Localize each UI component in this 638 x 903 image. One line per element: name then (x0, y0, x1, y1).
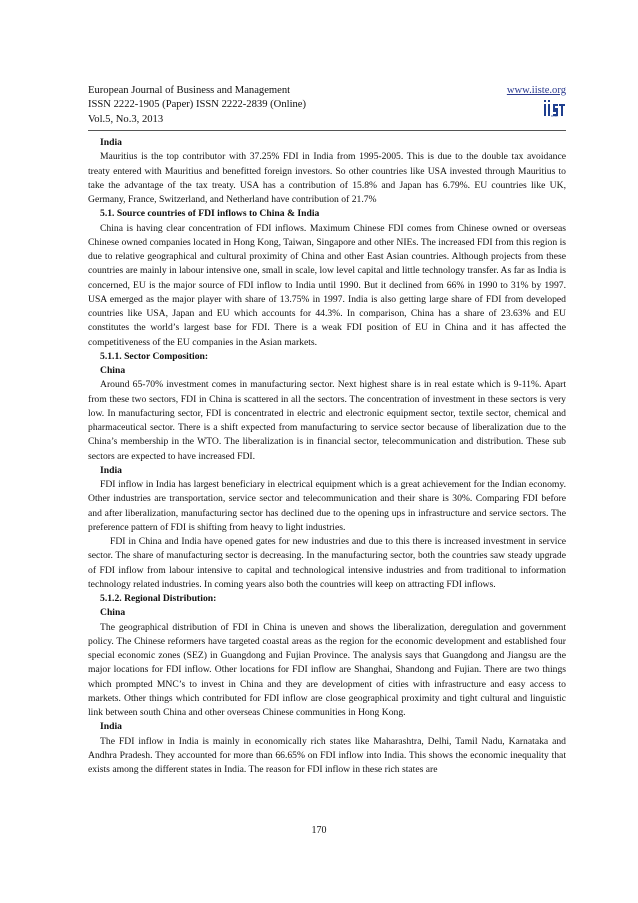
iiste-logo-icon (543, 100, 566, 117)
section-heading-5-1-1: 5.1.1. Sector Composition: (100, 350, 209, 362)
heading-india-sector: India (100, 464, 122, 476)
heading-china-regional: China (100, 607, 126, 619)
paragraph-china-sector: Around 65-70% investment comes in manufacturing sector. Next highest share is in real estate which is 9-11%. Apart from these two sectors, FDI in China is scattered in all the sectors. The concentration of investment in these sectors is very low. In manufacturing sector, FDI is concentrated in electric and electronic equipment sector, textile sector, chemical and pharmaceutical sector. There is a shift expected from manufacturing to service sector because of liberalization due to the China’s membership in the WTO. The liberalization is in financial sector, telecommunication and distribution. These sub sectors are expected to have increased FDI. (88, 379, 566, 462)
journal-title: European Journal of Business and Management (88, 85, 291, 96)
paragraph-mauritius: Mauritius is the top contributor with 37.25% FDI in India from 1995-2005. This is due to the double tax avoidance treaty entered with Mauritius and benefitted foreign investors. So other countries like USA invested through Mauritius to take the advantage of the tax treaty. USA has a contribution of 15.8% and Japan has 6.79%. EU countries like UK, Germany, France, Switzerland, and Netherland have contribution of 21.7% (88, 151, 566, 205)
header-rule (88, 130, 566, 131)
journal-url-link[interactable]: www.iiste.org (506, 85, 566, 96)
paragraph-sector-comparison: FDI in China and India have opened gates for new industries and due to this there is increased investment in service sector. The share of manufacturing sector is decreasing. In the manufacturing sector, both the countries saw steady upgrade of FDI inflow from labour intensive to capital and technological intensive industries and from traditional to information technology related industries. In coming years also both the countries will keep on attracting FDI inflows. (88, 536, 566, 590)
section-heading-5-1-2: 5.1.2. Regional Distribution: (100, 593, 217, 604)
page-number: 170 (311, 825, 327, 836)
journal-header (88, 84, 566, 127)
paragraph-source-countries: China is having clear concentration of FDI inflows. Maximum Chinese FDI comes from Chinese owned or overseas Chinese owned companies located in Hong Kong, Taiwan, Singapore and other NIEs. The increased FDI from this region is due to relative geographical and cultural proximity of China and other East Asian countries. Although projects from these countries are mainly in labour intensive one, small in scale, low level capital and little technology transfer. As far as India is concerned, EU is the major source of FDI inflow to India until 1990. But it declined from 66% in 1990 to 31% by 1997. USA emerged as the major player with share of 13.75% in 1997. India is also getting large share of FDI from developed countries like USA, Japan and EU which accounts for 44.3%. In comparison, China has a share of 23.63% and EU constitutes the world’s largest base for FDI. There is a weak FDI position of EU in China and it has affected the competitiveness of the EU companies in the Asian markets. (88, 222, 566, 348)
heading-india: India (100, 137, 122, 148)
heading-india-regional: India (100, 721, 122, 733)
logo-text: IISTE (550, 113, 559, 117)
journal-issn: ISSN 2222-1905 (Paper) ISSN 2222-2839 (Online) (88, 99, 307, 111)
journal-volume: Vol.5, No.3, 2013 (88, 113, 164, 125)
paragraph-india-regional: The FDI inflow in India is mainly in economically rich states like Maharashtra, Delhi, Tamil Nadu, Karnataka and Andhra Pradesh. They accounted for more than 66.65% on FDI inflow into India. This shows the economic inequality that exists among the different states in India. The reason for FDI inflow in these rich states are (88, 735, 566, 775)
section-heading-5-1: 5.1. Source countries of FDI inflows to China & India (100, 208, 320, 220)
paragraph-india-sector: FDI inflow in India has largest beneficiary in electrical equipment which is a great achievement for the Indian economy. Other industries are transportation, service sector and telecommunication and their share is 30%. Comparing FDI before and after liberalization, manufacturing sector has declined due to the opening ups in infrastructure and service sectors. The preference pattern of FDI is shifting from heavy to light industries. (88, 479, 566, 533)
article-body (88, 136, 566, 777)
heading-china-sector: China (100, 365, 126, 376)
paragraph-china-regional: The geographical distribution of FDI in China is uneven and shows the liberalization, deregulation and government policy. The Chinese reformers have targeted coastal areas as the region for the economic development and established four special economic zones (SEZ) in Guangdong and Fujian Province. The analysis says that Guangdong and Jiangsu are the major locations for FDI inflow. Other locations for FDI inflow are Shanghai, Shandong and Fujian. There are two things which prompted MNC’s to invest in China and they are development of cities with infrastructure and easy access to markets. Other things which contributed for FDI inflow are close geographical proximity and tight cultural and linguistic link between south China and other overseas Chinese communities in Hong Kong. (88, 621, 566, 718)
